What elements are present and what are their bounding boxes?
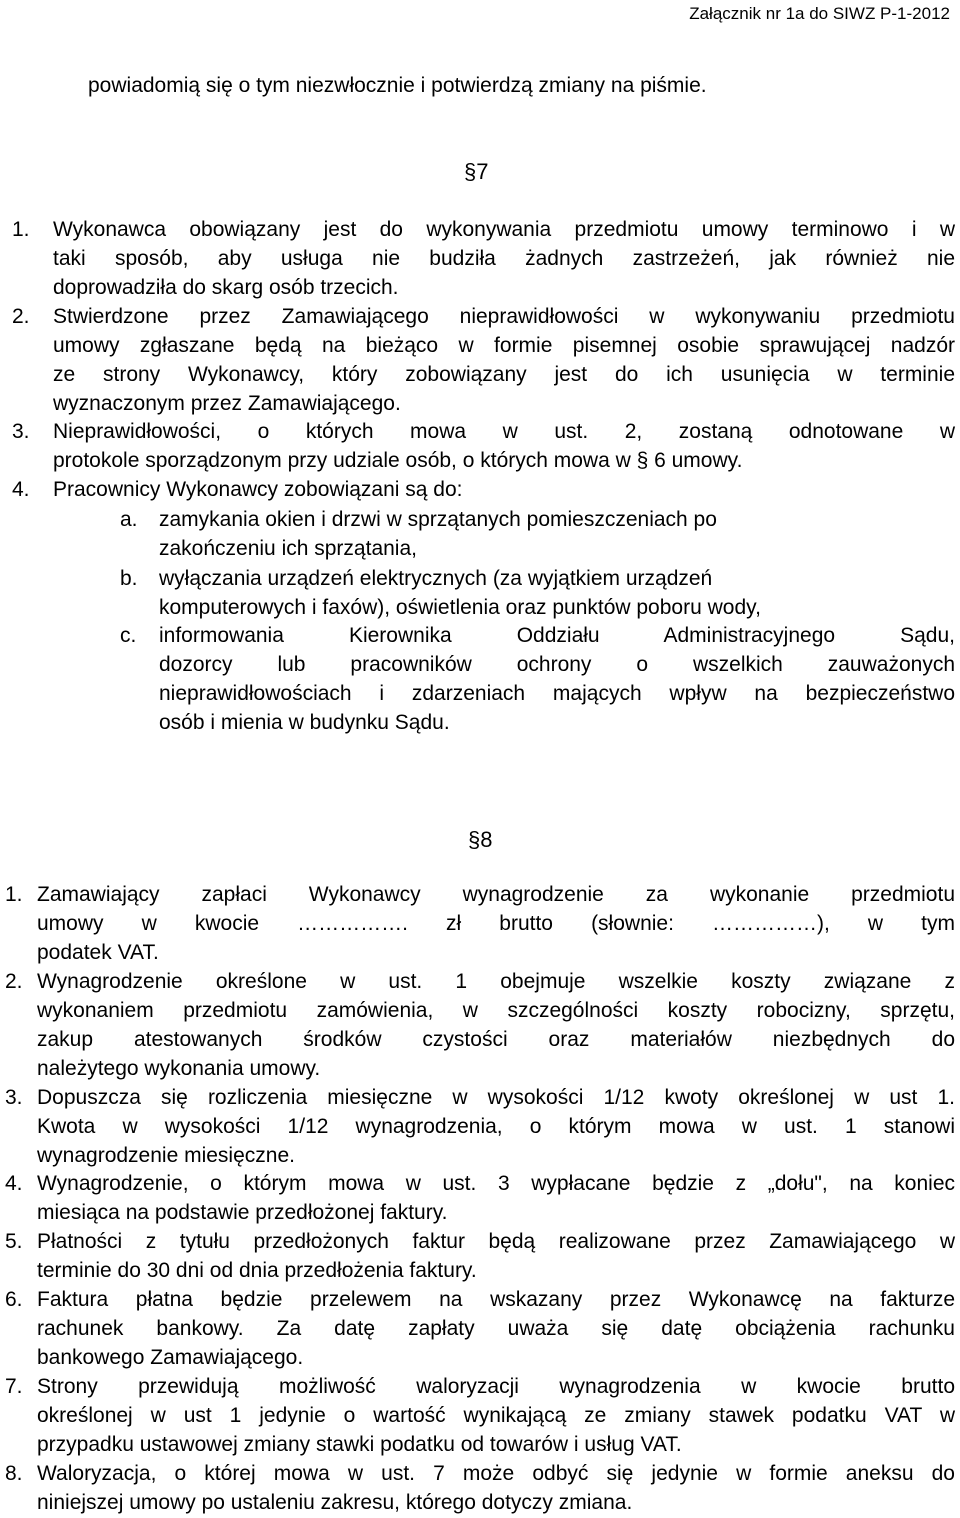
section-7-heading: §7 <box>464 159 489 184</box>
item-number: 3. <box>5 1086 23 1109</box>
item-number: 4. <box>5 1172 23 1195</box>
item-text-line: umowy w kwocie ……………. zł brutto (słownie: ……………), w tym <box>37 912 955 935</box>
item-text-line: Stwierdzone przez Zamawiającego nieprawidłowości w wykonywaniu przedmiotu <box>53 305 955 328</box>
item-number: 7. <box>5 1375 23 1398</box>
subitem-text-line: informowania Kierownika Oddziału Administracyjnego Sądu, <box>159 624 955 647</box>
item-text-line: Zamawiający zapłaci Wykonawcy wynagrodzenie za wykonanie przedmiotu <box>37 883 955 906</box>
subitem-text-line: osób i mienia w budynku Sądu. <box>159 711 450 734</box>
item-text-line: ze strony Wykonawcy, który zobowiązany jest do ich usunięcia w terminie <box>53 363 955 386</box>
item-text-line: bankowego Zamawiającego. <box>37 1346 304 1369</box>
item-text-line: protokole sporządzonym przy udziale osób, o których mowa w § 6 umowy. <box>53 449 743 472</box>
item-text-line: taki sposób, aby usługa nie budziła żadnych zastrzeżeń, jak również nie <box>53 247 955 270</box>
subitem-text-line: zakończeniu ich sprzątania, <box>159 537 417 560</box>
item-text-line: rachunek bankowy. Za datę zapłaty uważa się datę obciążenia rachunku <box>37 1317 955 1340</box>
item-text-line: terminie do 30 dni od dnia przedłożenia faktury. <box>37 1259 477 1282</box>
item-text-line: Wynagrodzenie określone w ust. 1 obejmuje wszelkie koszty związane z <box>37 970 955 993</box>
item-number: 3. <box>12 420 30 443</box>
item-text-line: niniejszej umowy po ustaleniu zakresu, którego dotyczy zmiana. <box>37 1491 633 1514</box>
subitem-text-line: dozorcy lub pracowników ochrony o wszelkich zauważonych <box>159 653 955 676</box>
item-text-line: doprowadziła do skarg osób trzecich. <box>53 276 399 299</box>
item-text-line: przypadku ustawowej zmiany stawki podatku od towarów i usług VAT. <box>37 1433 682 1456</box>
subitem-text-line: wyłączania urządzeń elektrycznych (za wyjątkiem urządzeń <box>159 567 713 590</box>
item-text-line: Wykonawca obowiązany jest do wykonywania przedmiotu umowy terminowo i w <box>53 218 955 241</box>
item-number: 6. <box>5 1288 23 1311</box>
intro-line: powiadomią się o tym niezwłocznie i potwierdzą zmiany na piśmie. <box>88 74 707 97</box>
item-text-line: Nieprawidłowości, o których mowa w ust. 2, zostaną odnotowane w <box>53 420 955 443</box>
item-text-line: określonej w ust 1 jedynie o wartość wynikającą ze zmiany stawek podatku VAT w <box>37 1404 955 1427</box>
item-number: 2. <box>5 970 23 993</box>
item-text-line: wynagrodzenie miesięczne. <box>37 1144 295 1167</box>
item-number: 1. <box>5 883 23 906</box>
item-text-line: Wynagrodzenie, o którym mowa w ust. 3 wypłacane będzie z „dołu", na koniec <box>37 1172 955 1195</box>
item-text-line: Strony przewidują możliwość waloryzacji wynagrodzenia w kwocie brutto <box>37 1375 955 1398</box>
item-text-line: Faktura płatna będzie przelewem na wskazany przez Wykonawcę na fakturze <box>37 1288 955 1311</box>
item-text-line: zakup atestowanych środków czystości oraz materiałów niezbędnych do <box>37 1028 955 1051</box>
item-text-line: Płatności z tytułu przedłożonych faktur będą realizowane przez Zamawiającego w <box>37 1230 955 1253</box>
item-text-line: Dopuszcza się rozliczenia miesięczne w wysokości 1/12 kwoty określonej w ust 1. <box>37 1086 955 1109</box>
item-number: 1. <box>12 218 30 241</box>
item-text-line: należytego wykonania umowy. <box>37 1057 321 1080</box>
subitem-letter: c. <box>120 624 137 647</box>
item-text-line: wyznaczonym przez Zamawiającego. <box>53 392 401 415</box>
item-text-line: miesiąca na podstawie przedłożonej faktury. <box>37 1201 448 1224</box>
subitem-text-line: komputerowych i faxów), oświetlenia oraz punktów poboru wody, <box>159 596 761 619</box>
item-text-line: Pracownicy Wykonawcy zobowiązani są do: <box>53 478 463 501</box>
item-number: 5. <box>5 1230 23 1253</box>
item-text-line: wykonaniem przedmiotu zamówienia, w szczególności koszty robocizny, sprzętu, <box>37 999 955 1022</box>
section-8-heading: §8 <box>468 827 493 852</box>
subitem-letter: b. <box>120 567 138 590</box>
page-header: Załącznik nr 1a do SIWZ P-1-2012 <box>689 4 950 23</box>
item-number: 4. <box>12 478 30 501</box>
item-number: 8. <box>5 1462 23 1485</box>
item-number: 2. <box>12 305 30 328</box>
item-text-line: umowy zgłaszane będą na bieżąco w formie pisemnej osobie sprawującej nadzór <box>53 334 955 357</box>
subitem-text-line: nieprawidłowościach i zdarzeniach mających wpływ na bezpieczeństwo <box>159 682 955 705</box>
item-text-line: Kwota w wysokości 1/12 wynagrodzenia, o którym mowa w ust. 1 stanowi <box>37 1115 955 1138</box>
item-text-line: podatek VAT. <box>37 941 159 964</box>
subitem-text-line: zamykania okien i drzwi w sprzątanych pomieszczeniach po <box>159 508 717 531</box>
subitem-letter: a. <box>120 508 138 531</box>
item-text-line: Waloryzacja, o której mowa w ust. 7 może odbyć się jedynie w formie aneksu do <box>37 1462 955 1485</box>
